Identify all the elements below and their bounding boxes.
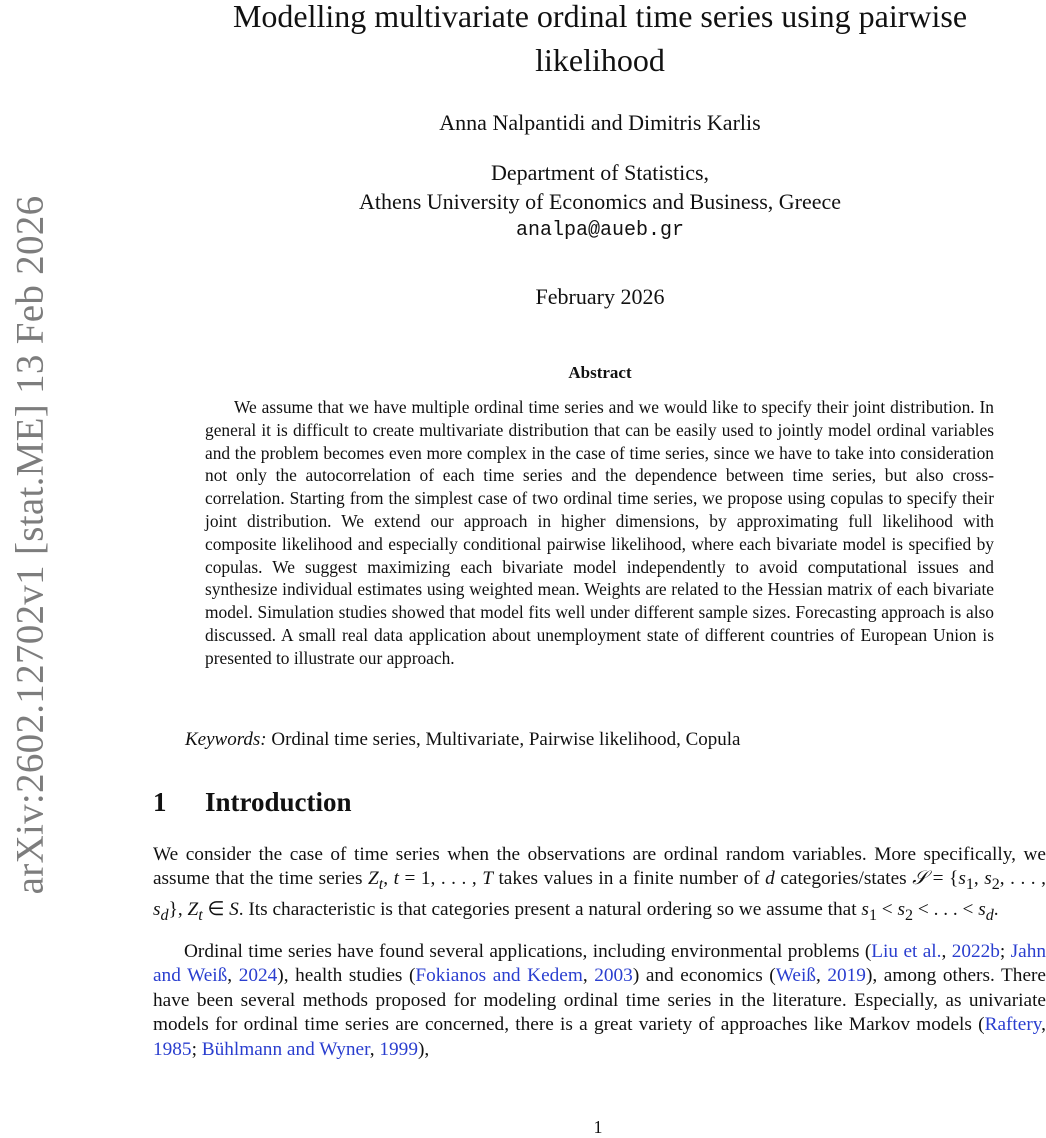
section-heading-introduction	[153, 787, 352, 818]
math-symbol: s	[984, 868, 992, 890]
section-number: 1	[153, 787, 167, 817]
intro-paragraph-2	[153, 940, 1046, 1062]
publication-date: February 2026	[535, 284, 665, 309]
math-symbol: Z	[368, 868, 379, 890]
text-run: <	[876, 898, 898, 920]
text-run: takes values in a finite number of	[492, 868, 766, 890]
abstract-text: We assume that we have multiple ordinal time series and we would like to specify their joint distribution. In general it is difficult to create multivariate distribution that can be easily used to jointly model ordinal variables and the problem becomes even more complex in the case of time series, since we have to take into consideration not only the autocorrelation of each time series and the dependence between time series, but also cross-correlation. Starting from the simplest case of two ordinal time series, we propose using copulas to specify their joint distribution. We extend our approach in higher dimensions, by approximating full likelihood with composite likelihood and especially conditional pairwise likelihood, where each bivariate model is specified by copulas. We suggest maximizing each bivariate model independently to avoid computational issues and synthesize individual estimates using weighted mean. Weights are related to the Hessian matrix of each bivariate model. Simulation studies showed that model fits well under different sample sizes. Forecasting approach is also discussed. A small real data application about unemployment state of different countries of European Union is presented to illustrate our approach.	[205, 397, 994, 668]
keywords-label: Keywords:	[185, 729, 267, 750]
citation-link[interactable]: Bühlmann and Wyner	[201, 1038, 370, 1060]
text-run: },	[168, 898, 188, 920]
paper-title	[160, 0, 1040, 82]
text-run: = 1, . . . ,	[398, 868, 483, 890]
math-subscript: t	[378, 876, 384, 894]
university: Athens University of Economics and Business, Greece	[358, 189, 842, 214]
citation-link[interactable]: Weiß	[775, 965, 816, 987]
text-run: ,	[973, 868, 985, 890]
math-symbol: S	[229, 898, 239, 920]
math-symbol: t	[393, 868, 399, 890]
math-symbol: s	[958, 868, 966, 890]
math-subscript: d	[985, 906, 994, 924]
citation-link[interactable]: Jahn and Weiß	[153, 941, 1046, 987]
keywords-line	[185, 729, 740, 751]
text-run: ,	[815, 965, 828, 987]
text-run: ),	[417, 1038, 430, 1060]
text-run: ), among others. There have been several methods proposed for modeling ordinal time series in the literature. Especially, as univariate models for ordinal time series are concerned, there is a great variety of approaches like Markov models (	[153, 965, 1046, 1036]
arxiv-watermark	[0, 0, 60, 1134]
arxiv-identifier[interactable]: arXiv:2602.12702v1 [stat.ME] 13 Feb 2026	[8, 195, 52, 895]
text-run: , . . . ,	[999, 868, 1046, 890]
text-run: .	[993, 898, 999, 920]
department: Department of Statistics,	[490, 160, 710, 185]
text-run: Ordinal time series have found several applications, including environmental problems (	[184, 941, 872, 962]
author-list: Anna Nalpantidi and Dimitris Karlis	[439, 110, 761, 135]
math-symbol: s	[861, 898, 869, 920]
text-run: ), health studies (	[277, 965, 416, 987]
text-run: ,	[941, 941, 952, 962]
citation-link[interactable]: 2003	[594, 965, 633, 987]
text-run: We consider the case of time series when the observations are ordinal random variables. More specifically, we assume that the time series	[153, 844, 1046, 890]
math-symbol: s	[978, 898, 986, 920]
math-symbol: 𝒮	[912, 868, 928, 890]
text-run: ,	[1041, 1014, 1046, 1036]
citation-link[interactable]: Liu et al.	[871, 941, 942, 962]
math-symbol: T	[482, 868, 493, 890]
page-number: 1	[593, 1117, 603, 1137]
math-subscript: 2	[991, 876, 1000, 894]
text-run: ;	[191, 1038, 202, 1060]
title-line-1: Modelling multivariate ordinal time series using pairwise	[232, 0, 968, 34]
text-run: ,	[369, 1038, 380, 1060]
math-subscript: 2	[905, 906, 914, 924]
citation-link[interactable]: 2024	[238, 965, 278, 987]
math-subscript: 1	[965, 876, 974, 894]
email-address[interactable]: analpa@aueb.gr	[515, 219, 685, 242]
text-run: ;	[999, 941, 1011, 962]
citation-link[interactable]: 2019	[827, 965, 866, 987]
text-run: = {	[927, 868, 959, 890]
keywords-text: Ordinal time series, Multivariate, Pairwise likelihood, Copula	[271, 729, 741, 750]
math-symbol: s	[897, 898, 906, 920]
text-run: ,	[582, 965, 595, 987]
citation-link[interactable]: Raftery	[984, 1014, 1042, 1036]
section-title: Introduction	[205, 787, 352, 817]
text-run: ,	[227, 965, 239, 987]
text-run: ∈	[202, 898, 230, 920]
text-run: . Its characteristic is that categories present a natural ordering so we assume that	[238, 898, 862, 920]
text-run: ,	[383, 868, 394, 890]
text-run: ) and economics (	[632, 965, 776, 987]
citation-link[interactable]: 1999	[379, 1038, 418, 1060]
math-subscript: 1	[868, 906, 877, 924]
title-line-2: likelihood	[535, 42, 665, 78]
citation-link[interactable]: Fokianos and Kedem	[415, 965, 583, 987]
text-run: < . . . <	[913, 898, 979, 920]
citation-link[interactable]: 1985	[153, 1038, 192, 1060]
math-symbol: d	[765, 868, 775, 890]
math-symbol: s	[153, 898, 161, 920]
math-subscript: t	[198, 906, 203, 924]
intro-paragraph-1	[153, 843, 1046, 928]
citation-link[interactable]: 2022b	[951, 941, 1000, 962]
abstract-heading: Abstract	[568, 363, 632, 382]
math-subscript: d	[160, 906, 169, 924]
text-run: categories/states	[774, 868, 913, 890]
affiliation	[160, 158, 1040, 245]
math-symbol: Z	[187, 898, 199, 920]
